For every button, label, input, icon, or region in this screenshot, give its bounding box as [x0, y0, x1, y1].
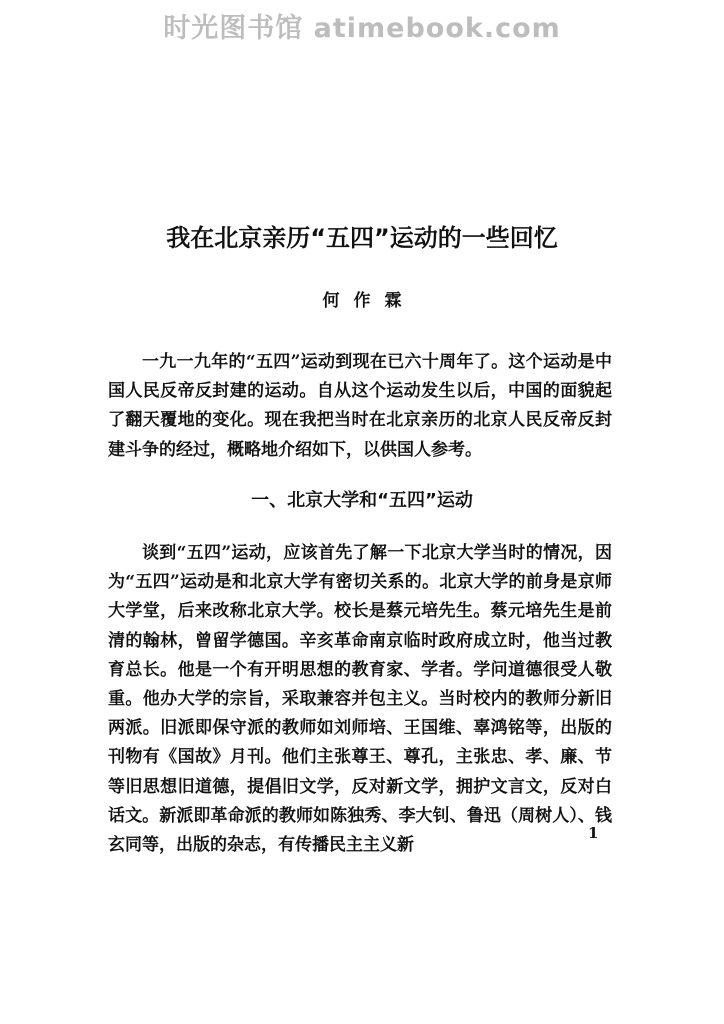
page-number: 1	[588, 824, 599, 842]
watermark: 时光图书馆 atimebook.com	[163, 13, 561, 44]
article-title: 我在北京亲历“五四”运动的一些回忆	[166, 224, 558, 252]
author-name: 何作霖	[322, 291, 416, 311]
section-paragraph: 谈到“五四”运动，应该首先了解一下北京大学当时的情况，因为“五四”运动是和北京大学有密切关系的。北京大学的前身是京师大学堂，后来改称北京大学。校长是蔡元培先生。蔡元培先生是前清的翰林，曾留学德国。辛亥革命南京临时政府成立时，他当过教育总长。他是一个有开明思想的教育家、学者。学问道德很受人敬重。他办大学的宗旨，采取兼容并包主义。当时校内的教师分新旧两派。旧派即保守派的教师如刘师培、王国维、辜鸿铭等，出版的刊物有《国故》月刊。他们主张尊王、尊孔，主张忠、孝、廉、节等旧思想旧道德，提倡旧文学，反对新文学，拥护文言文，反对白话文。新派即革命派的教师如陈独秀、李大钊、鲁迅（周树人）、钱玄同等，出版的杂志，有传播民主主义新	[108, 543, 612, 856]
section-heading: 一、北京大学和“五四”运动	[251, 490, 473, 511]
intro-paragraph: 一九一九年的“五四”运动到现在已六十周年了。这个运动是中国人民反帝反封建的运动。自从这个运动发生以后，中国的面貌起了翻天覆地的变化。现在我把当时在北京亲历的北京人民反帝反封建斗争的经过，概略地介绍如下，以供国人参考。	[108, 352, 612, 460]
